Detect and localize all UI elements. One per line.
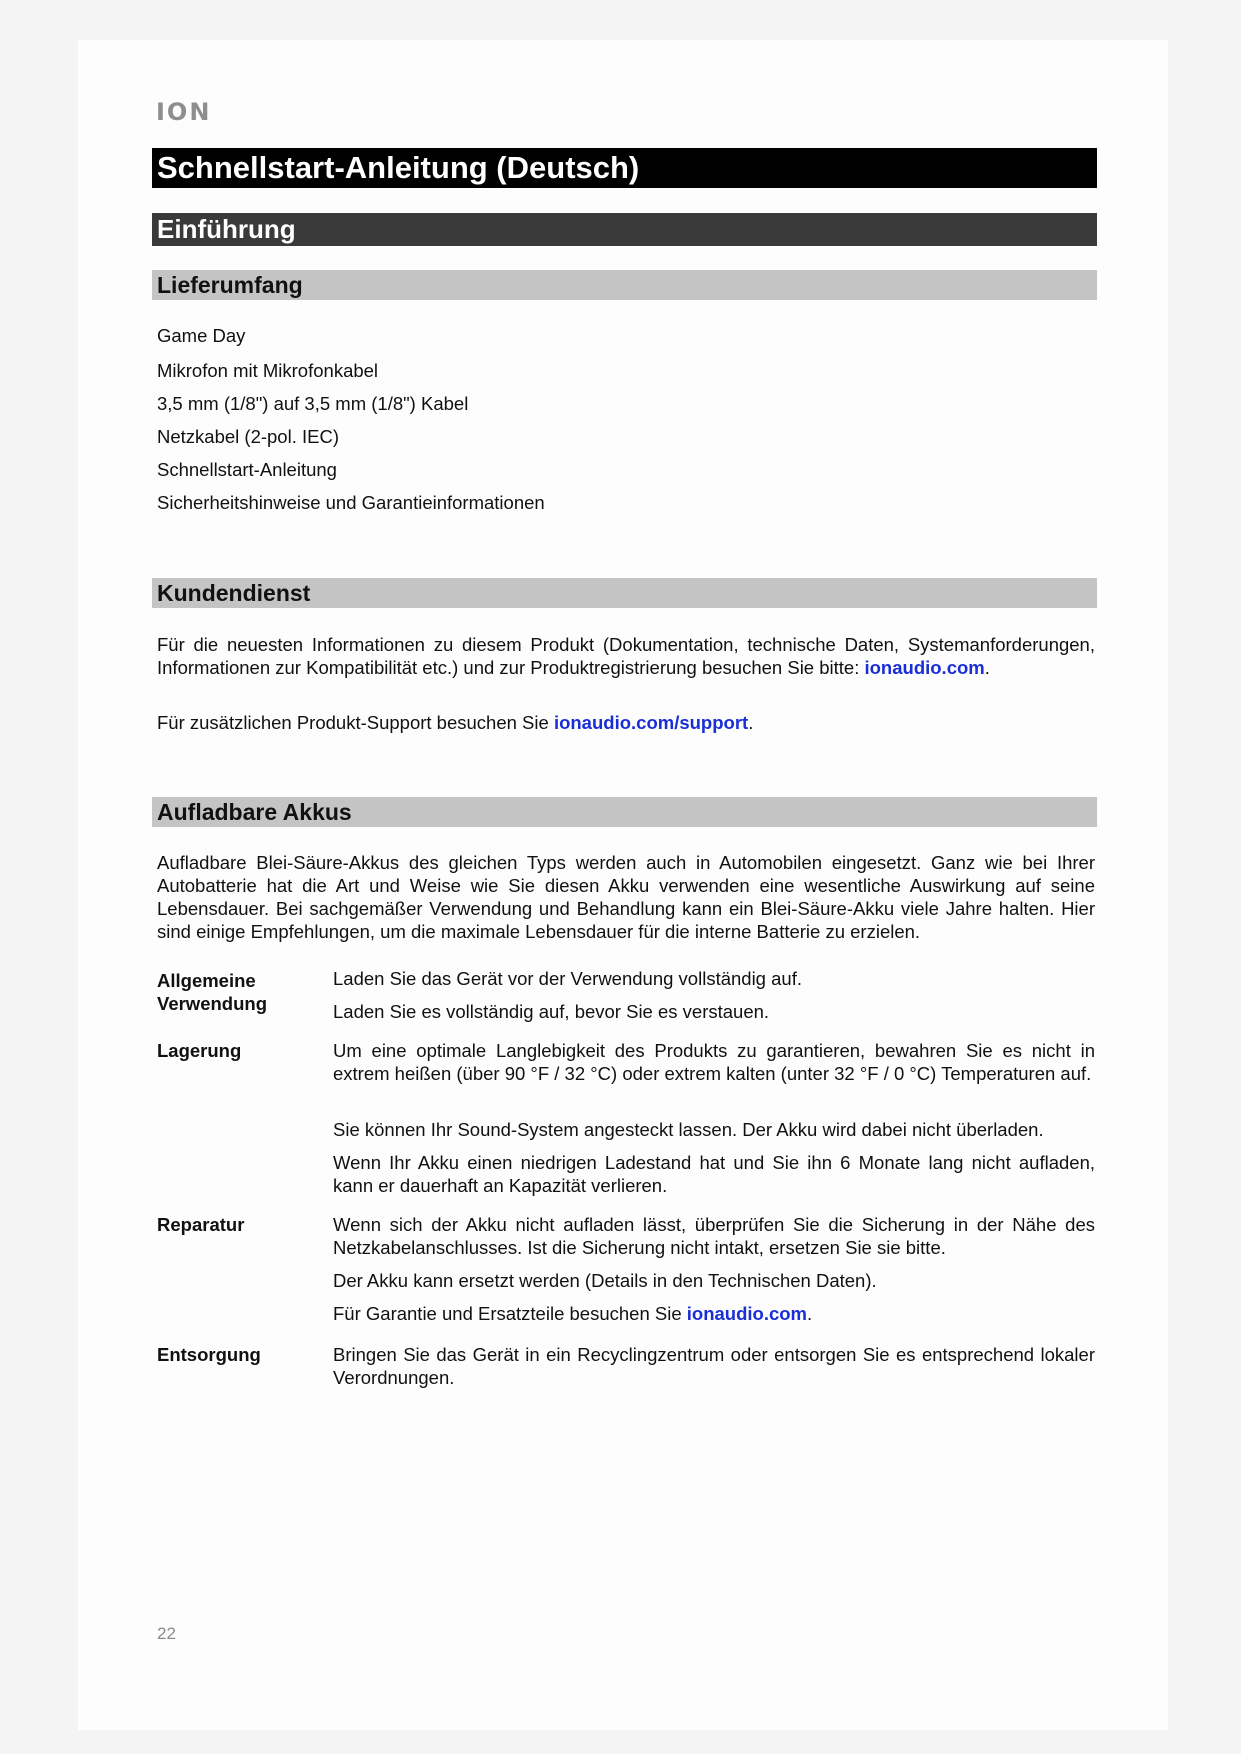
list-item: Sicherheitshinweise und Garantieinformationen bbox=[157, 492, 545, 513]
period: . bbox=[807, 1303, 813, 1324]
list-item: Netzkabel (2-pol. IEC) bbox=[157, 426, 339, 447]
ion-logo bbox=[156, 100, 211, 124]
list-item: Game Day bbox=[157, 325, 246, 346]
ionaudio-link[interactable]: ionaudio.com bbox=[686, 1303, 807, 1324]
row-text: Bringen Sie das Gerät in ein Recyclingzentrum oder entsorgen Sie es entsprechend lokaler Verordnungen. bbox=[333, 1344, 1095, 1388]
row-text: Der Akku kann ersetzt werden (Details in den Technischen Daten). bbox=[333, 1270, 877, 1291]
row-text: Für Garantie und Ersatzteile besuchen Sie bbox=[333, 1303, 687, 1324]
page-title: Schnellstart-Anleitung (Deutsch) bbox=[152, 148, 1097, 188]
list-item: Mikrofon mit Mikrofonkabel bbox=[157, 360, 379, 381]
support-paragraph bbox=[157, 633, 1095, 679]
support-text-2: Für zusätzlichen Produkt-Support besuchen Sie bbox=[157, 712, 554, 733]
list-item: 3,5 mm (1/8") auf 3,5 mm (1/8") Kabel bbox=[157, 393, 469, 414]
heading-lieferumfang: Lieferumfang bbox=[152, 270, 1097, 300]
page-number: 22 bbox=[157, 1624, 176, 1643]
logo-text: ION bbox=[156, 98, 212, 126]
akkus-intro: Aufladbare Blei-Säure-Akkus des gleichen Typs werden auch in Automobilen eingesetzt. Ganz wie bei Ihrer Autobatterie hat die Art und Weise wie Sie diesen Akku verwenden eine wesentliche Auswirkung auf seine Lebensdauer. Bei sachgemäßer Verwendung und Behandlung kann ein Blei-Säure-Akku viele Jahre halten. Hier sind einige Empfehlungen, um die maximale Lebensdauer für die interne Batterie zu erzielen. bbox=[157, 852, 1095, 942]
row-label: Entsorgung bbox=[157, 1344, 261, 1365]
section-heading-einfuehrung: Einführung bbox=[152, 213, 1097, 246]
row-label: Lagerung bbox=[157, 1040, 242, 1061]
list-item: Schnellstart-Anleitung bbox=[157, 459, 337, 480]
row-text: Laden Sie das Gerät vor der Verwendung vollständig auf. bbox=[333, 968, 802, 989]
row-label: Allgemeine Verwendung bbox=[157, 970, 267, 1014]
heading-kundendienst: Kundendienst bbox=[152, 578, 1097, 608]
row-text: Um eine optimale Langlebigkeit des Produkts zu garantieren, bewahren Sie es nicht in extrem heißen (über 90 °F / 32 °C) oder extrem kalten (unter 32 °F / 0 °C) Temperaturen auf. bbox=[333, 1040, 1095, 1084]
support-text: Für die neuesten Informationen zu diesem Produkt (Dokumentation, technische Daten, Systemanforderungen, Informationen zur Kompatibilität etc.) und zur Produktregistrierung besuchen Sie bitte: bbox=[157, 634, 1095, 678]
row-text-with-link bbox=[333, 1302, 1095, 1325]
period: . bbox=[984, 657, 990, 678]
row-label: Reparatur bbox=[157, 1214, 245, 1235]
row-text: Laden Sie es vollständig auf, bevor Sie es verstauen. bbox=[333, 1001, 770, 1022]
period: . bbox=[748, 712, 754, 733]
row-text: Wenn Ihr Akku einen niedrigen Ladestand hat und Sie ihn 6 Monate lang nicht aufladen, kann er dauerhaft an Kapazität verlieren. bbox=[333, 1152, 1095, 1196]
row-text: Wenn sich der Akku nicht aufladen lässt, überprüfen Sie die Sicherung in der Nähe des Netzkabelanschlusses. Ist die Sicherung nicht intakt, ersetzen Sie sie bitte. bbox=[333, 1214, 1095, 1258]
support-paragraph-2 bbox=[157, 711, 1095, 734]
support-link[interactable]: ionaudio.com/support bbox=[553, 712, 749, 733]
row-text: Sie können Ihr Sound-System angesteckt lassen. Der Akku wird dabei nicht überladen. bbox=[333, 1119, 1044, 1140]
ionaudio-link[interactable]: ionaudio.com bbox=[864, 657, 985, 678]
heading-akkus: Aufladbare Akkus bbox=[152, 797, 1097, 827]
